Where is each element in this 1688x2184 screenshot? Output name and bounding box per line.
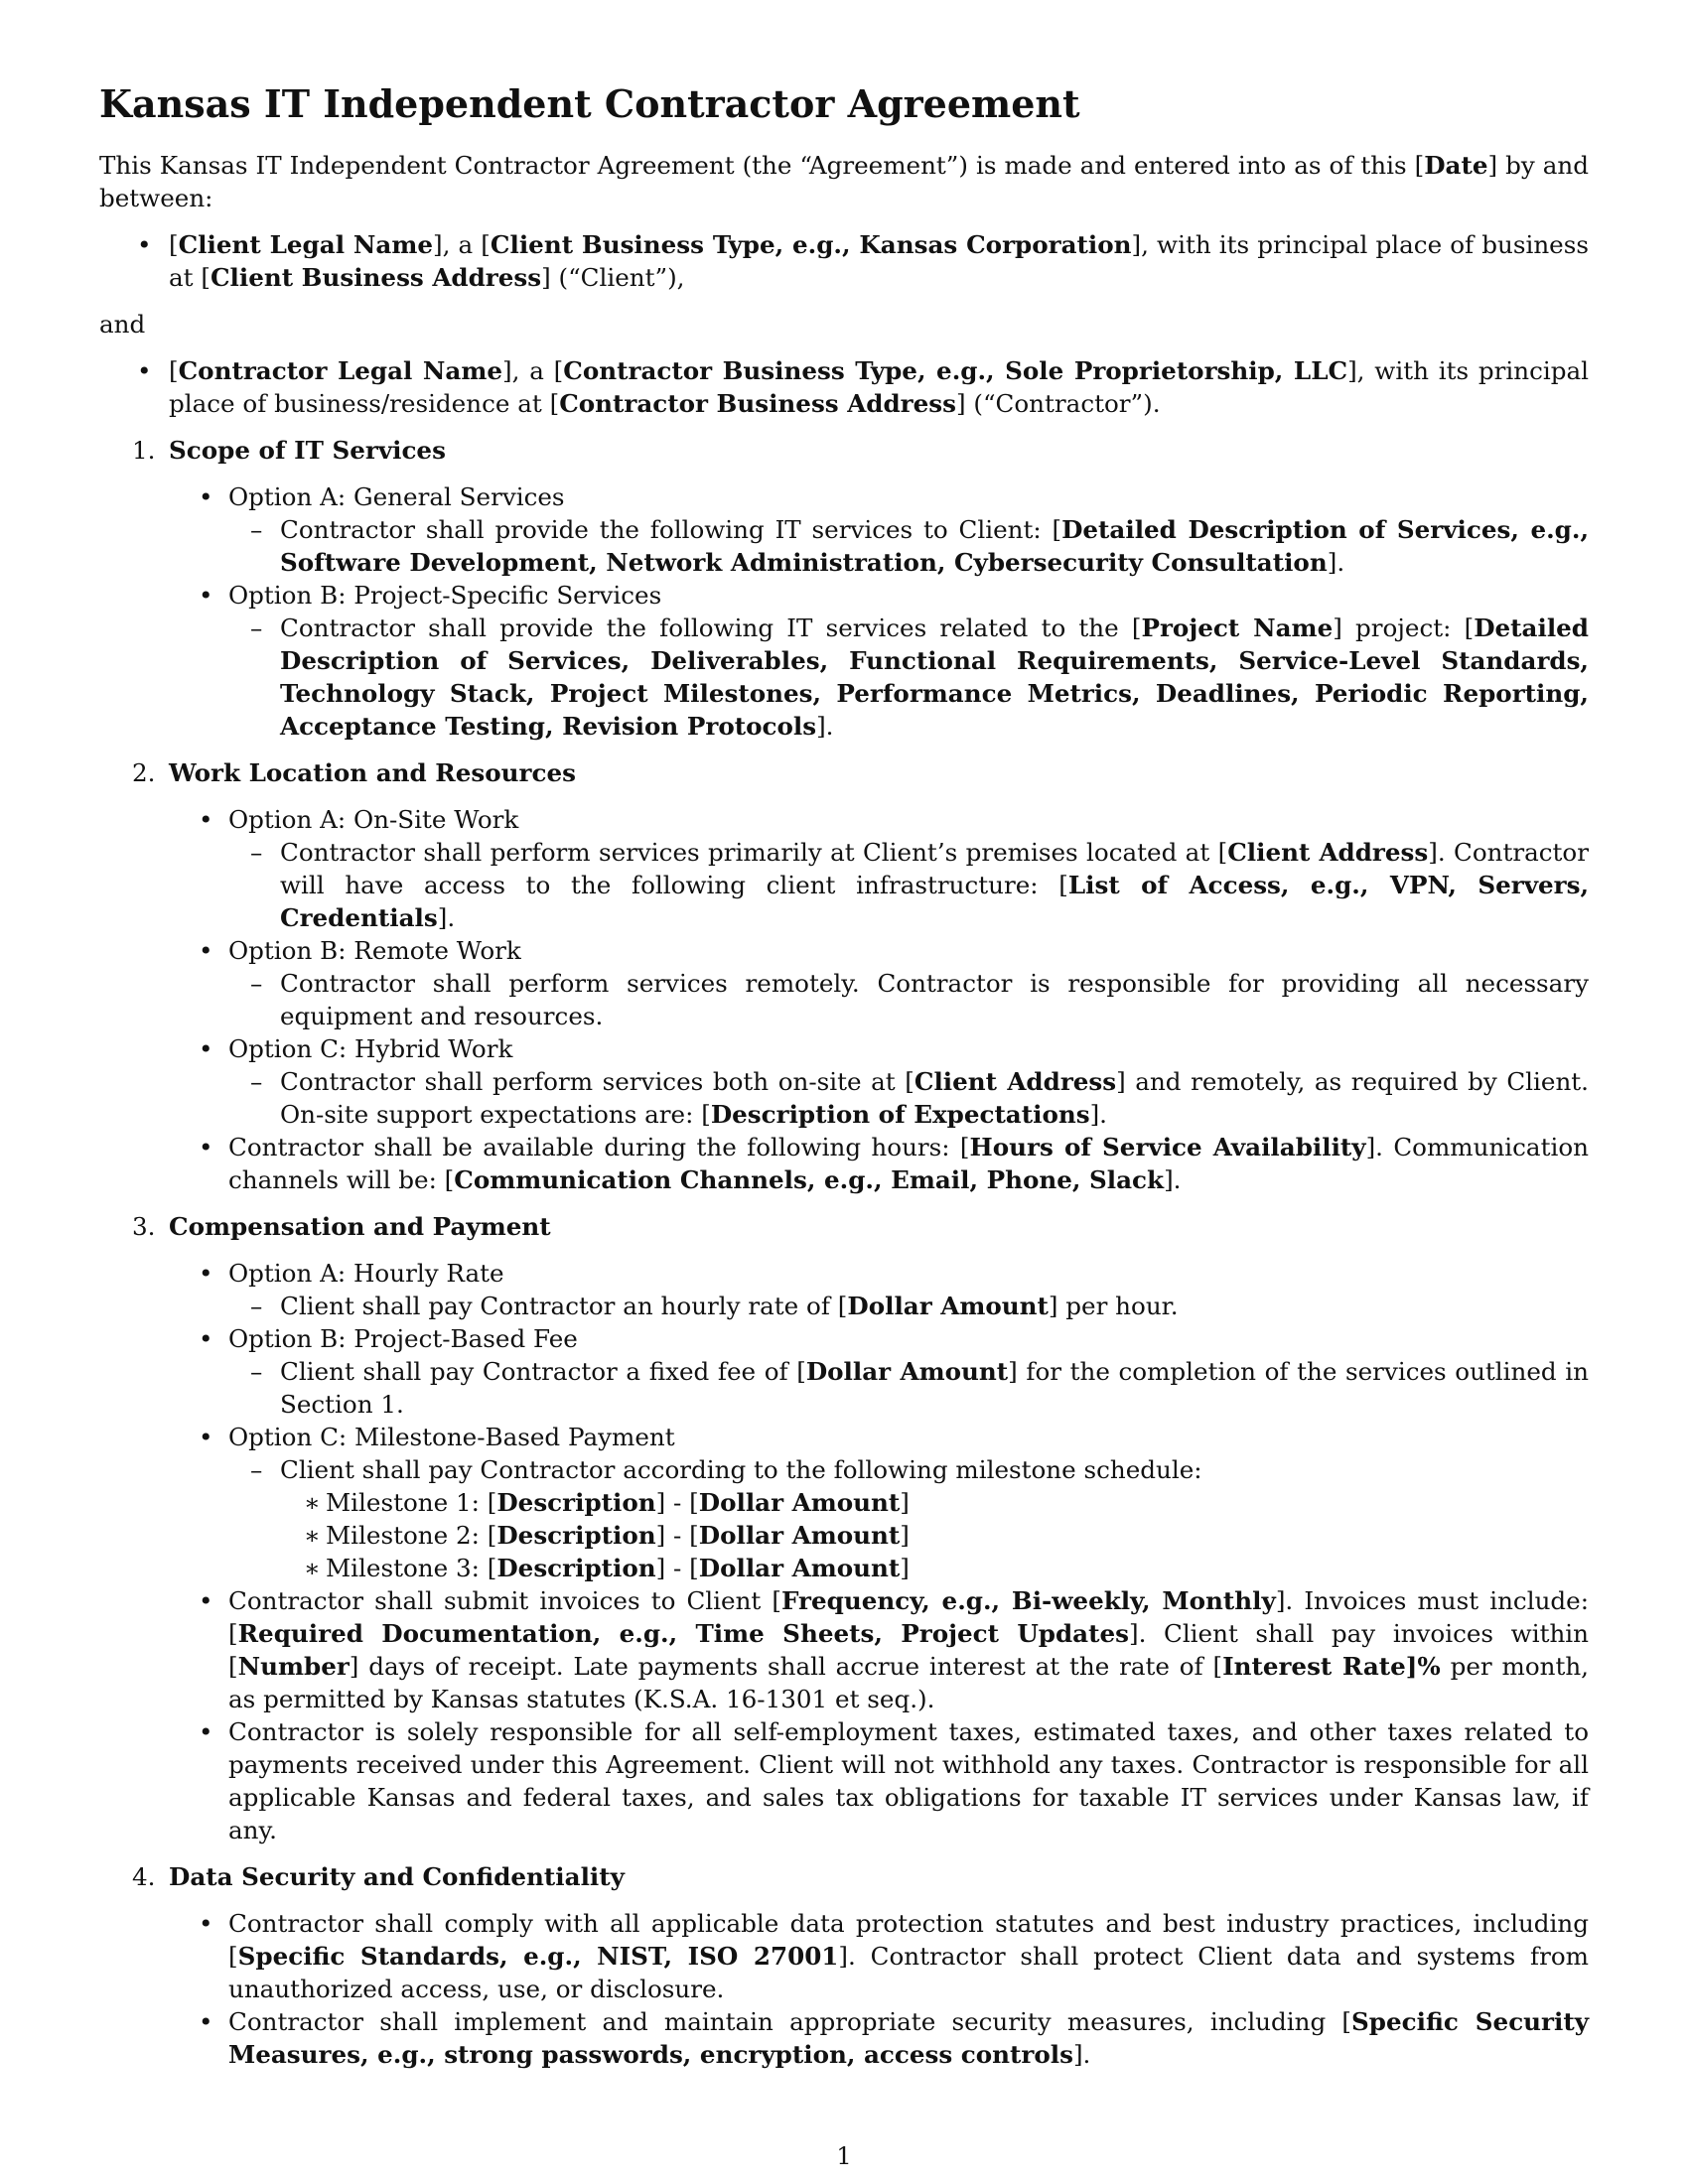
list-item	[99, 612, 1589, 743]
placeholder: Dollar Amount	[698, 1488, 901, 1517]
text: Contractor shall be available during the following hours: [	[228, 1133, 970, 1161]
list-item: • Option B: Remote Work	[99, 934, 1589, 967]
text: ].	[1327, 548, 1345, 577]
text: ] - [	[655, 1521, 699, 1550]
section-number: 3.	[132, 1212, 156, 1241]
document-page	[99, 81, 1589, 2071]
intro-text: This Kansas IT Independent Contractor Agreement (the “Agreement”) is made and entered into as of this [	[99, 151, 1425, 180]
text: ].	[816, 712, 834, 741]
placeholder: Client Address	[1227, 838, 1429, 867]
text: Contractor shall implement and maintain appropriate security measures, including [	[228, 2007, 1352, 2036]
milestone-item	[99, 1519, 1589, 1552]
section-compensation	[99, 1210, 1589, 1243]
placeholder: Detailed Description of Services, Deliverables, Functional Requirements, Service-Level Standards, Technology Stack, Project Milestones, Performance Metrics, Deadlines, Periodic Reporting, Acceptance Testing, Revision Protocols	[280, 614, 1590, 741]
placeholder: Dollar Amount	[698, 1521, 901, 1550]
list-item: • Option A: Hourly Rate	[99, 1257, 1589, 1290]
text: ]. Communication channels will be: [	[228, 1133, 1589, 1194]
section-title: Work Location and Resources	[169, 758, 576, 787]
placeholder: Interest Rate	[1222, 1652, 1406, 1681]
placeholder: List of Access, e.g., VPN, Servers, Credentials	[280, 871, 1590, 932]
placeholder: Communication Channels, e.g., Email, Phone, Slack	[454, 1165, 1165, 1194]
section-title: Data Security and Confidentiality	[169, 1862, 625, 1891]
text: Contractor shall provide the following IT services related to the [	[280, 614, 1142, 642]
text: ] (“Contractor”).	[955, 389, 1161, 418]
text: ].	[1072, 2040, 1091, 2069]
list-item	[99, 836, 1589, 934]
list-item	[99, 1290, 1589, 1322]
text: ] and remotely, as required by Client. On-site support expectations are: [	[280, 1067, 1590, 1129]
text: ]	[900, 1554, 910, 1582]
intro-text: ] by and between:	[99, 151, 1589, 212]
list-item	[99, 1907, 1589, 2005]
text: ], with its principal place of business/residence at [	[169, 356, 1589, 418]
text: ]	[900, 1488, 910, 1517]
placeholder: Project Name	[1141, 614, 1334, 642]
placeholder: Description	[496, 1554, 656, 1582]
placeholder: Hours of Service Availability	[969, 1133, 1366, 1161]
section-work-location	[99, 756, 1589, 789]
date-placeholder: Date	[1424, 151, 1488, 180]
text: per month, as permitted by Kansas statutes (K.S.A. 16-1301 et seq.).	[228, 1652, 1590, 1713]
text: ].	[1164, 1165, 1182, 1194]
list-item: – Client shall pay Contractor according to the following milestone schedule:	[99, 1453, 1589, 1486]
list-item: – Contractor shall perform services remotely. Contractor is responsible for providing all necessary equipment and resources.	[99, 967, 1589, 1032]
section-number: 2.	[132, 758, 156, 787]
list-item: • Contractor is solely responsible for all self-employment taxes, estimated taxes, and other taxes related to payments received under this Agreement. Client will not withhold any taxes. Contractor is responsible for all applicable Kansas and federal taxes, and sales tax obligations for taxable IT services under Kansas law, if any.	[99, 1715, 1589, 1846]
text: ] - [	[655, 1488, 699, 1517]
placeholder: Frequency, e.g., Bi-weekly, Monthly	[781, 1586, 1276, 1615]
text: ] - [	[655, 1554, 699, 1582]
section-title: Compensation and Payment	[169, 1212, 551, 1241]
text: ], with its principal place of business at [	[169, 230, 1589, 292]
section-number: 4.	[132, 1862, 156, 1891]
placeholder: Dollar Amount	[805, 1357, 1009, 1386]
client-legal-name-placeholder: Client Legal Name	[178, 230, 433, 259]
section-title: Scope of IT Services	[169, 436, 446, 465]
list-item: • Option B: Project-Based Fee	[99, 1322, 1589, 1355]
text: ] days of receipt. Late payments shall accrue interest at the rate of [	[349, 1652, 1223, 1681]
milestone-item	[99, 1552, 1589, 1584]
text: Client shall pay Contractor a fixed fee of [	[280, 1357, 806, 1386]
and-connector: and	[99, 310, 146, 339]
section-scope	[99, 434, 1589, 467]
text: Contractor shall perform services both on-site at [	[280, 1067, 914, 1096]
text: Contractor shall submit invoices to Client [	[228, 1586, 781, 1615]
section-number: 1.	[132, 436, 156, 465]
text: ].	[437, 903, 456, 932]
placeholder: Description	[496, 1488, 656, 1517]
placeholder: Dollar Amount	[698, 1554, 901, 1582]
party-contractor	[99, 354, 1589, 420]
text: ]. Invoices must include: [	[228, 1586, 1589, 1648]
placeholder: Description of Expectations	[710, 1100, 1090, 1129]
list-item: • Option B: Project-Specific Services	[99, 579, 1589, 612]
text: [	[169, 356, 179, 385]
text: ].	[1089, 1100, 1107, 1129]
page-number: 1	[836, 2142, 852, 2170]
list-item	[99, 1584, 1589, 1715]
text: ] for the completion of the services outlined in Section 1.	[280, 1357, 1589, 1419]
text: ]%	[1405, 1652, 1441, 1681]
list-item: • Option C: Milestone-Based Payment	[99, 1421, 1589, 1453]
text: ], a [	[502, 356, 564, 385]
intro-paragraph	[99, 149, 1589, 214]
list-item	[99, 1131, 1589, 1196]
text: Client shall pay Contractor an hourly rate of [	[280, 1292, 848, 1320]
contractor-business-type-placeholder: Contractor Business Type, e.g., Sole Proprietorship, LLC	[563, 356, 1348, 385]
placeholder: Specific Standards, e.g., NIST, ISO 27001	[237, 1942, 839, 1971]
client-business-address-placeholder: Client Business Address	[210, 263, 542, 292]
list-item	[99, 1355, 1589, 1421]
placeholder: Description	[496, 1521, 656, 1550]
text: Contractor shall comply with all applicable data protection statutes and best industry practices, including [	[228, 1909, 1589, 1971]
text: ]. Client shall pay invoices within [	[228, 1619, 1589, 1681]
placeholder: Client Address	[914, 1067, 1117, 1096]
list-item: • Option C: Hybrid Work	[99, 1032, 1589, 1065]
text: ] per hour.	[1048, 1292, 1179, 1320]
document-title: Kansas IT Independent Contractor Agreement	[99, 81, 1080, 126]
text: Contractor shall perform services primarily at Client’s premises located at [	[280, 838, 1228, 867]
list-item	[99, 513, 1589, 579]
text: ]. Contractor shall protect Client data and systems from unauthorized access, use, or disclosure.	[228, 1942, 1589, 2003]
placeholder: Detailed Description of Services, e.g., Software Development, Network Administration, Cybersecurity Consultation	[280, 515, 1590, 577]
text: Milestone 2: [	[326, 1521, 497, 1550]
placeholder: Dollar Amount	[847, 1292, 1049, 1320]
placeholder: Specific Security Measures, e.g., strong passwords, encryption, access controls	[228, 2007, 1590, 2069]
placeholder: Number	[237, 1652, 350, 1681]
client-business-type-placeholder: Client Business Type, e.g., Kansas Corporation	[490, 230, 1132, 259]
list-item: • Option A: On-Site Work	[99, 803, 1589, 836]
text: Milestone 3: [	[326, 1554, 497, 1582]
text: ] project: [	[1333, 614, 1475, 642]
text: Milestone 1: [	[326, 1488, 497, 1517]
list-item	[99, 2005, 1589, 2071]
contractor-business-address-placeholder: Contractor Business Address	[559, 389, 956, 418]
text: ]. Contractor will have access to the following client infrastructure: [	[280, 838, 1589, 899]
milestone-item	[99, 1486, 1589, 1519]
placeholder: Required Documentation, e.g., Time Sheets, Project Updates	[237, 1619, 1129, 1648]
text: ]	[900, 1521, 910, 1550]
text: ], a [	[432, 230, 491, 259]
party-client	[99, 228, 1589, 294]
list-item	[99, 1065, 1589, 1131]
text: ] (“Client”),	[541, 263, 685, 292]
section-data-security	[99, 1860, 1589, 1893]
text: Contractor shall provide the following IT services to Client: [	[280, 515, 1062, 544]
list-item: • Option A: General Services	[99, 480, 1589, 513]
text: [	[169, 230, 179, 259]
contractor-legal-name-placeholder: Contractor Legal Name	[178, 356, 502, 385]
